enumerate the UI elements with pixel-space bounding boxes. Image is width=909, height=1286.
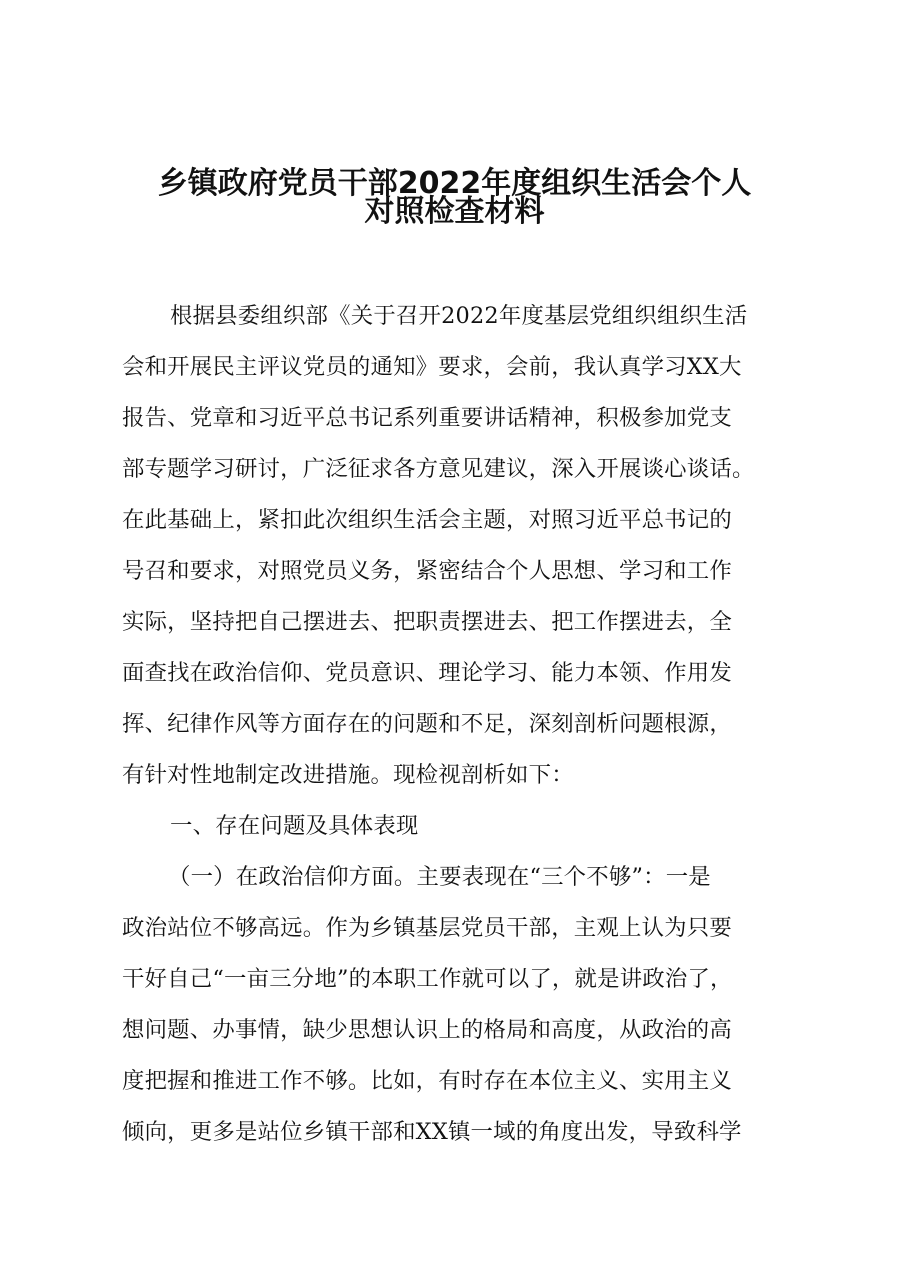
body-line: 实际，坚持把自己摆进去、把职责摆进去、把工作摆进去，全: [122, 609, 732, 635]
body-line: 政治站位不够高远。作为乡镇基层党员干部，主观上认为只要: [122, 915, 732, 941]
body-line: 部专题学习研讨，广泛征求各方意见建议，深入开展谈心谈话。: [122, 456, 755, 482]
body-line: （一）在政治信仰方面。主要表现在“三个不够”：一是: [168, 864, 711, 890]
body-line: 度把握和推进工作不够。比如，有时存在本位主义、实用主义: [122, 1068, 732, 1094]
body-line: 号召和要求，对照党员义务，紧密结合个人思想、学习和工作: [122, 558, 732, 584]
body-line: 干好自己“一亩三分地”的本职工作就可以了，就是讲政治了，: [122, 966, 733, 992]
body-line: 想问题、办事情，缺少思想认识上的格局和高度，从政治的高: [122, 1017, 732, 1043]
body-line: 挥、纪律作风等方面存在的问题和不足，深刻剖析问题根源，: [122, 711, 732, 737]
body-line: 在此基础上，紧扣此次组织生活会主题，对照习近平总书记的: [122, 507, 732, 533]
body-line: 倾向，更多是站位乡镇干部和XX镇一域的角度出发，导致科学: [122, 1119, 742, 1145]
body-line: 根据县委组织部《关于召开2022年度基层党组织组织生活: [170, 303, 748, 329]
section-heading: 一、存在问题及具体表现: [170, 813, 419, 839]
document-title-line-2: 对照检查材料: [364, 194, 545, 229]
document-title-line-1: 乡镇政府党员干部2022年度组织生活会个人: [157, 166, 752, 201]
body-line: 面查找在政治信仰、党员意识、理论学习、能力本领、作用发: [122, 660, 732, 686]
body-line: 有针对性地制定改进措施。现检视剖析如下：: [122, 762, 574, 788]
body-line: 会和开展民主评议党员的通知》要求，会前，我认真学习XX大: [122, 354, 742, 380]
body-line: 报告、党章和习近平总书记系列重要讲话精神，积极参加党支: [122, 405, 732, 431]
